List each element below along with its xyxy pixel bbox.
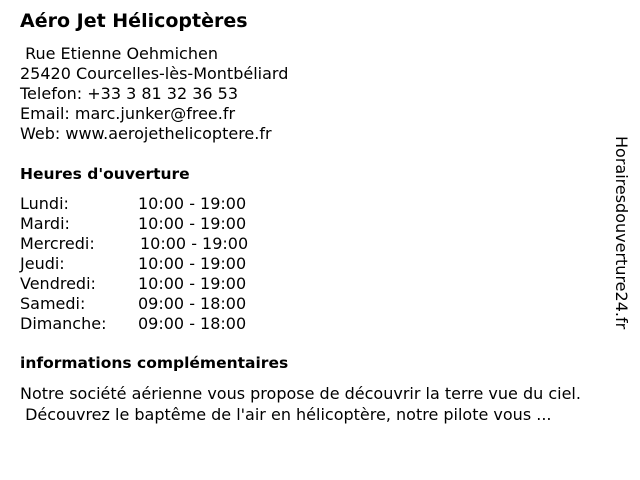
hours-table	[20, 194, 280, 334]
hours-day: Jeudi:	[20, 254, 65, 273]
hours-row-dimanche	[20, 314, 280, 334]
hours-row-samedi	[20, 294, 280, 314]
address-street: Rue Etienne Oehmichen	[20, 44, 218, 63]
hours-time: 10:00 - 19:00	[138, 194, 247, 213]
contact-block	[20, 44, 288, 144]
info-line-2: Découvrez le baptême de l'air en hélicoptère, notre pilote vous ...	[20, 405, 552, 424]
hours-row-mardi	[20, 214, 280, 234]
info-heading: informations complémentaires	[20, 354, 289, 372]
hours-day: Dimanche:	[20, 314, 107, 333]
info-description	[20, 383, 581, 425]
brand-watermark: Horairesdouverture24.fr	[612, 136, 631, 330]
phone-line: Telefon: +33 3 81 32 36 53	[20, 84, 239, 103]
hours-row-lundi	[20, 194, 280, 214]
email-line: Email: marc.junker@free.fr	[20, 104, 236, 123]
info-line-1: Notre société aérienne vous propose de découvrir la terre vue du ciel.	[20, 384, 581, 403]
hours-day: Mercredi:	[20, 234, 95, 253]
business-name: Aéro Jet Hélicoptères	[20, 10, 248, 32]
web-line: Web: www.aerojethelicoptere.fr	[20, 124, 272, 143]
hours-day: Mardi:	[20, 214, 70, 233]
hours-time: 09:00 - 18:00	[138, 314, 247, 333]
hours-day: Vendredi:	[20, 274, 96, 293]
hours-time: 10:00 - 19:00	[138, 274, 247, 293]
hours-row-mercredi	[20, 234, 280, 254]
hours-time: 10:00 - 19:00	[138, 254, 247, 273]
hours-time: 09:00 - 18:00	[138, 294, 247, 313]
hours-time: 10:00 - 19:00	[138, 214, 247, 233]
address-city: 25420 Courcelles-lès-Montbéliard	[20, 64, 289, 83]
hours-day: Lundi:	[20, 194, 69, 213]
hours-time: 10:00 - 19:00	[140, 234, 249, 253]
hours-day: Samedi:	[20, 294, 86, 313]
hours-row-jeudi	[20, 254, 280, 274]
hours-heading: Heures d'ouverture	[20, 165, 190, 183]
hours-row-vendredi	[20, 274, 280, 294]
